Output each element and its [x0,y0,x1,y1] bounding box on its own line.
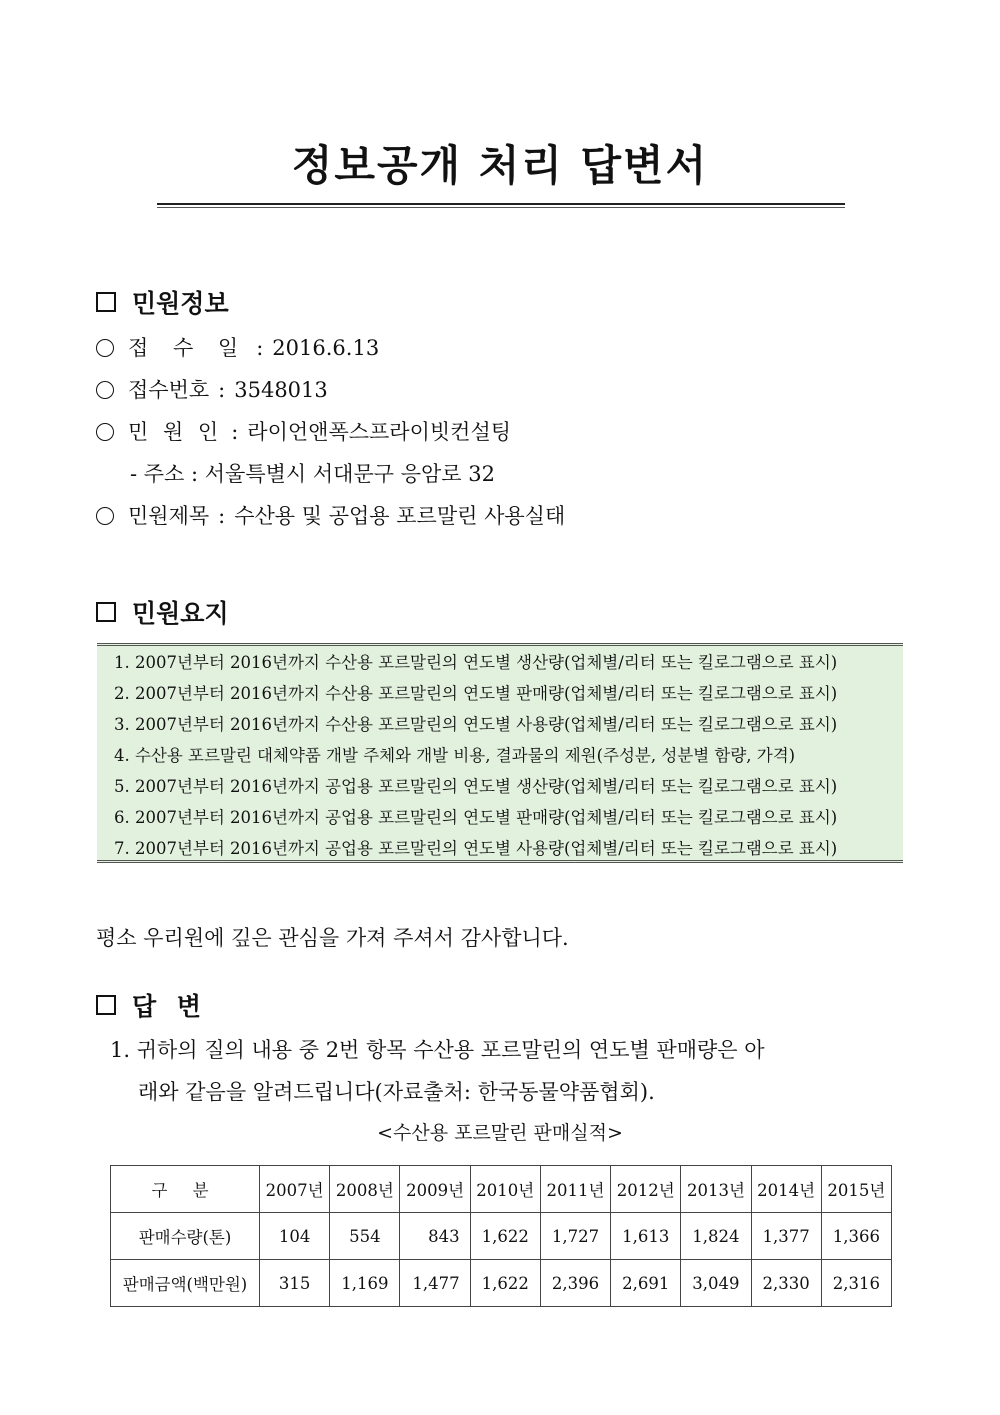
row-label: 판매수량(톤) [111,1213,260,1260]
page-title: 정보공개 처리 답변서 [291,141,709,190]
summary-item: 6. 2007년부터 2016년까지 공업용 포르말린의 연도별 판매량(업체별/리터 또는 킬로그램으로 표시) [114,808,838,827]
year-header: 2011년 [540,1166,610,1213]
table-cell: 1,622 [470,1213,540,1260]
table-cell: 2,396 [540,1260,610,1307]
table-cell: 2,691 [611,1260,681,1307]
summary-item: 2. 2007년부터 2016년까지 수산용 포르말린의 연도별 판매량(업체별/리터 또는 킬로그램으로 표시) [114,684,838,703]
table-cell: 2,330 [751,1260,821,1307]
table-row [111,1260,892,1307]
table-header-row [111,1166,892,1213]
table-caption: <수산용 포르말린 판매실적> [377,1122,623,1144]
summary-item: 5. 2007년부터 2016년까지 공업용 포르말린의 연도별 생산량(업체별/리터 또는 킬로그램으로 표시) [114,777,838,796]
year-header: 2013년 [681,1166,751,1213]
table-cell: 554 [330,1213,400,1260]
checkbox-square-icon [96,995,116,1015]
greeting-text: 평소 우리원에 깊은 관심을 가져 주셔서 감사합니다. [96,926,569,950]
receipt-number-label: 접수번호 [128,378,210,402]
year-header: 2012년 [611,1166,681,1213]
checkbox-square-icon [96,292,116,312]
section-heading: 민원요지 [132,599,229,628]
table-cell: 104 [260,1213,330,1260]
address-line: - 주소 : 서울특별시 서대문구 응암로 32 [130,462,495,486]
table-cell: 315 [260,1260,330,1307]
receipt-date-value: 2016.6.13 [272,336,380,360]
table-cell: 1,169 [330,1260,400,1307]
subject-value: 수산용 및 공업용 포르말린 사용실태 [234,504,566,528]
year-header: 2015년 [821,1166,891,1213]
summary-item: 7. 2007년부터 2016년까지 공업용 포르말린의 연도별 사용량(업체별/리터 또는 킬로그램으로 표시) [114,839,838,858]
circle-bullet-icon [96,423,114,441]
section-answer [96,985,207,1025]
receipt-number-value: 3548013 [234,378,328,402]
subject-label: 민원제목 [128,504,210,528]
year-header: 2008년 [330,1166,400,1213]
separator: : [218,378,226,402]
row-label: 판매금액(백만원) [111,1260,260,1307]
year-header: 2007년 [260,1166,330,1213]
separator: : [218,504,226,528]
title-underline [157,203,845,205]
separator: : [256,336,264,360]
table-cell: 1,377 [751,1213,821,1260]
summary-item: 3. 2007년부터 2016년까지 수산용 포르말린의 연도별 사용량(업체별/리터 또는 킬로그램으로 표시) [114,715,838,734]
checkbox-square-icon [96,602,116,622]
summary-item: 1. 2007년부터 2016년까지 수산용 포르말린의 연도별 생산량(업체별/리터 또는 킬로그램으로 표시) [114,653,838,672]
section-complaint-summary [96,592,229,632]
table-cell: 1,824 [681,1213,751,1260]
table-cell: 3,049 [681,1260,751,1307]
receipt-number-line [96,374,328,406]
sales-table [110,1165,892,1307]
subject-line [96,500,565,532]
section-heading: 답 변 [132,992,208,1021]
separator: : [231,420,239,444]
circle-bullet-icon [96,339,114,357]
corner-header: 구 분 [111,1166,260,1213]
applicant-value: 라이언앤폭스프라이빗컨설팅 [247,420,512,444]
answer-paragraph-line: 래와 같음을 알려드립니다(자료출처: 한국동물약품협회). [138,1080,655,1104]
table-cell: 1,622 [470,1260,540,1307]
table-cell: 2,316 [821,1260,891,1307]
circle-bullet-icon [96,381,114,399]
table-cell: 843 [400,1213,470,1260]
receipt-date-label: 접 수 일 [128,336,248,360]
answer-paragraph-line: 1. 귀하의 질의 내용 중 2번 항목 수산용 포르말린의 연도별 판매량은 아 [110,1038,765,1062]
receipt-date-line [96,332,379,364]
year-header: 2014년 [751,1166,821,1213]
title-underline-thin [157,207,845,208]
summary-item: 4. 수산용 포르말린 대체약품 개발 주체와 개발 비용, 결과물의 제원(주성분, 성분별 함량, 가격) [114,746,796,765]
year-header: 2009년 [400,1166,470,1213]
table-cell: 1,366 [821,1213,891,1260]
section-heading: 민원정보 [132,289,229,318]
applicant-label: 민 원 인 [128,420,223,444]
applicant-line [96,416,511,448]
circle-bullet-icon [96,507,114,525]
table-cell: 1,613 [611,1213,681,1260]
table-cell: 1,727 [540,1213,610,1260]
section-complaint-info [96,282,229,322]
year-header: 2010년 [470,1166,540,1213]
table-cell: 1,477 [400,1260,470,1307]
complaint-summary-box [97,643,903,863]
table-row [111,1213,892,1260]
